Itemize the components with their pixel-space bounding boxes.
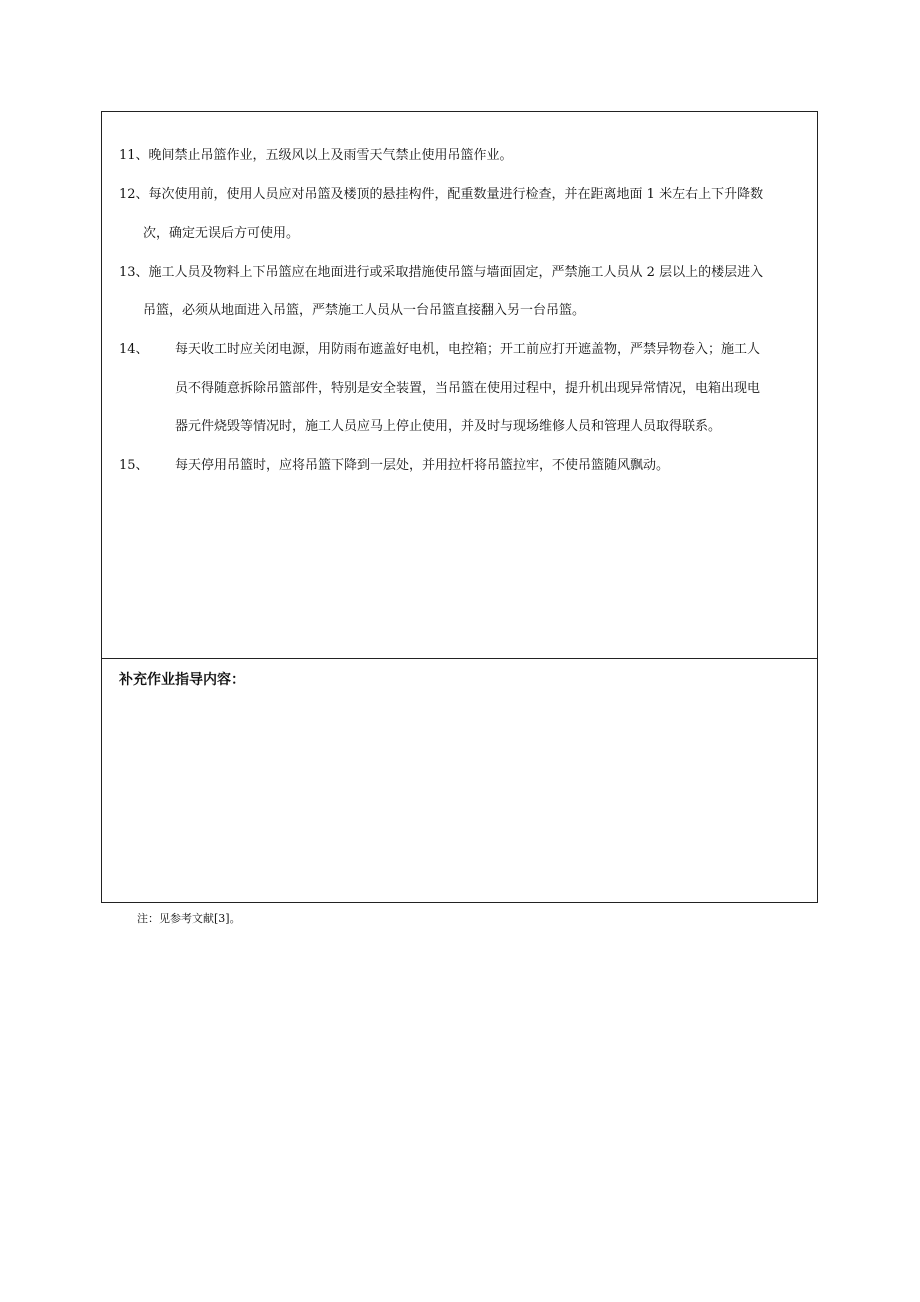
rule-15-line-1: 每天停用吊篮时，应将吊篮下降到一层处，并用拉杆将吊篮拉牢，不使吊篮随风飘动。 [175,458,670,473]
supplement-title: 补充作业指导内容： [119,672,245,688]
instruction-table [101,111,818,903]
rule-12-line-1: 12、每次使用前，使用人员应对吊篮及楼顶的悬挂构件，配重数量进行检查，并在距离地面 1 米左右上下升降数 [119,187,764,202]
rule-12-line-2: 次，确定无误后方可使用。 [143,226,300,241]
footnote: 注：见参考文献[3]。 [137,912,241,925]
rule-14-number: 14、 [119,342,149,357]
safety-rules-section [102,112,817,659]
supplement-section [102,659,817,902]
rule-14-line-3: 器元件烧毁等情况时，施工人员应马上停止使用，并及时与现场维修人员和管理人员取得联系。 [175,419,722,434]
rule-15-number: 15、 [119,458,149,473]
rule-14-line-2: 员不得随意拆除吊篮部件，特别是安全装置，当吊篮在使用过程中，提升机出现异常情况，电箱出现电 [175,381,761,396]
rule-14-line-1: 每天收工时应关闭电源，用防雨布遮盖好电机，电控箱；开工前应打开遮盖物，严禁异物卷入；施工人 [175,342,761,357]
rule-13-line-1: 13、施工人员及物料上下吊篮应在地面进行或采取措施使吊篮与墙面固定，严禁施工人员从 2 层以上的楼层进入 [119,265,764,280]
rule-11-line-1: 11、晚间禁止吊篮作业，五级风以上及雨雪天气禁止使用吊篮作业。 [119,148,513,163]
rule-13-line-2: 吊篮，必须从地面进入吊篮，严禁施工人员从一台吊篮直接翻入另一台吊篮。 [143,303,586,318]
